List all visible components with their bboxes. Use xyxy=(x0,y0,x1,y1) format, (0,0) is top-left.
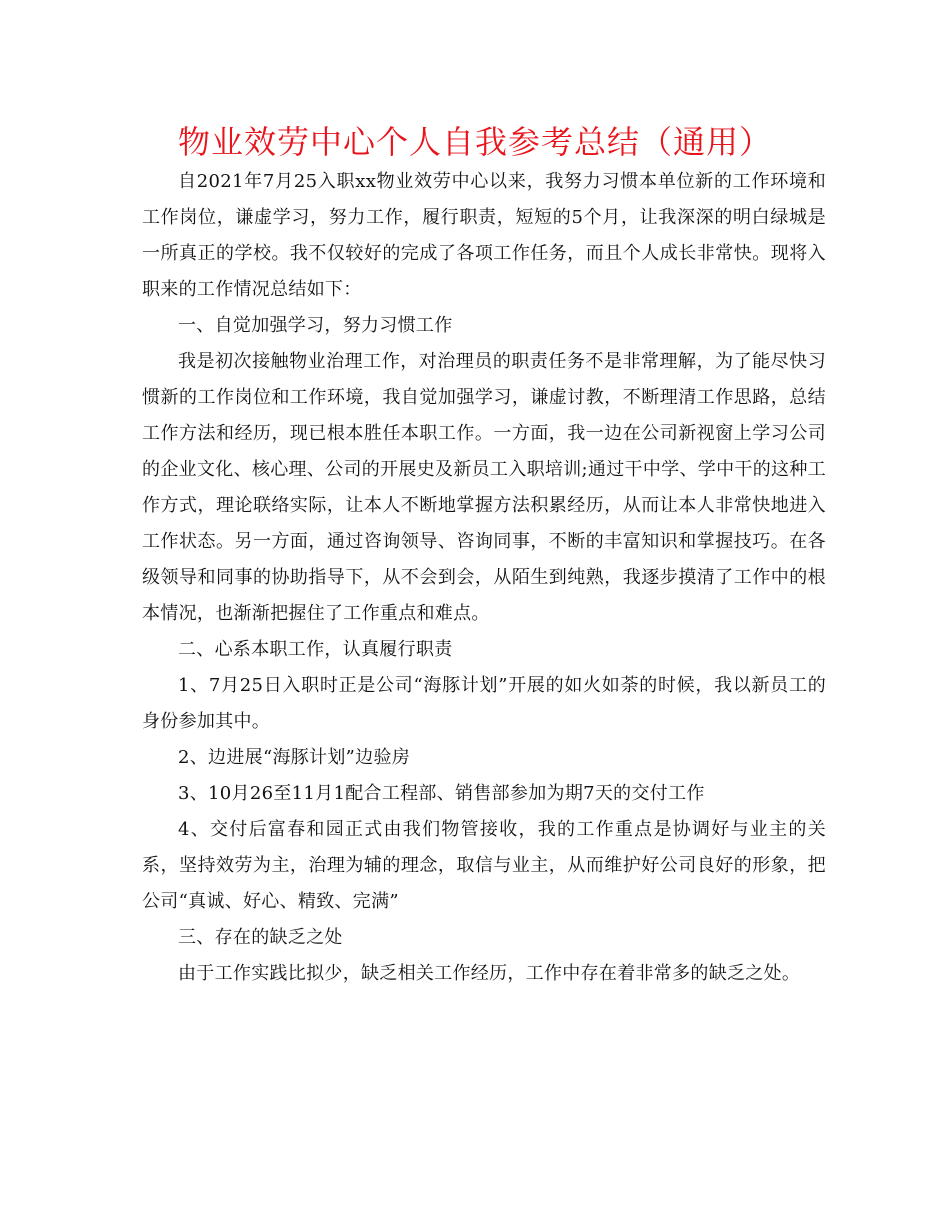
heading-section-3: 三、存在的缺乏之处 xyxy=(178,927,343,948)
paragraph-section-1: 我是初次接触物业治理工作，对治理员的职责任务不是非常理解，为了能尽快习惯新的工作岗位和工作环境，我自觉加强学习，谦虚讨教，不断理清工作思路，总结工作方法和经历，现已根本胜任本职工作。一方面，我一边在公司新视窗上学习公司的企业文化、核心理、公司的开展史及新员工入职培训;通过干中学、学中干的这种工作方式，理论联络实际，让本人不断地掌握方法积累经历，从而让本人非常快地进入工作状态。另一方面，通过咨询领导、咨询同事，不断的丰富知识和掌握技巧。在各级领导和同事的协助指导下，从不会到会，从陌生到纯熟，我逐步摸清了工作中的根本情况，也渐渐把握住了工作重点和难点。 xyxy=(142,351,826,624)
paragraph-intro: 自2021年7月25入职xx物业效劳中心以来，我努力习惯本单位新的工作环境和工作岗位，谦虚学习，努力工作，履行职责，短短的5个月，让我深深的明白绿城是一所真正的学校。我不仅较好的完成了各项工作任务，而且个人成长非常快。现将入职来的工作情况总结如下： xyxy=(142,171,826,300)
list-item-1: 1、7月25日入职时正是公司“海豚计划”开展的如火如荼的时候，我以新员工的身份参加其中。 xyxy=(142,675,826,732)
document-title: 物业效劳中心个人自我参考总结（通用） xyxy=(177,123,772,161)
list-item-4: 4、交付后富春和园正式由我们物管接收，我的工作重点是协调好与业主的关系，坚持效劳为主，治理为辅的理念，取信与业主，从而维护好公司良好的形象，把公司“真诚、好心、精致、完满” xyxy=(142,819,826,912)
list-item-2: 2、边进展“海豚计划”边验房 xyxy=(178,747,411,768)
heading-section-2: 二、心系本职工作，认真履行职责 xyxy=(178,639,453,660)
heading-section-1: 一、自觉加强学习，努力习惯工作 xyxy=(178,315,453,336)
list-item-3: 3、10月26至11月1配合工程部、销售部参加为期7天的交付工作 xyxy=(178,783,705,804)
document-body xyxy=(142,164,826,992)
paragraph-section-3: 由于工作实践比拟少，缺乏相关工作经历，工作中存在着非常多的缺乏之处。 xyxy=(178,963,801,984)
